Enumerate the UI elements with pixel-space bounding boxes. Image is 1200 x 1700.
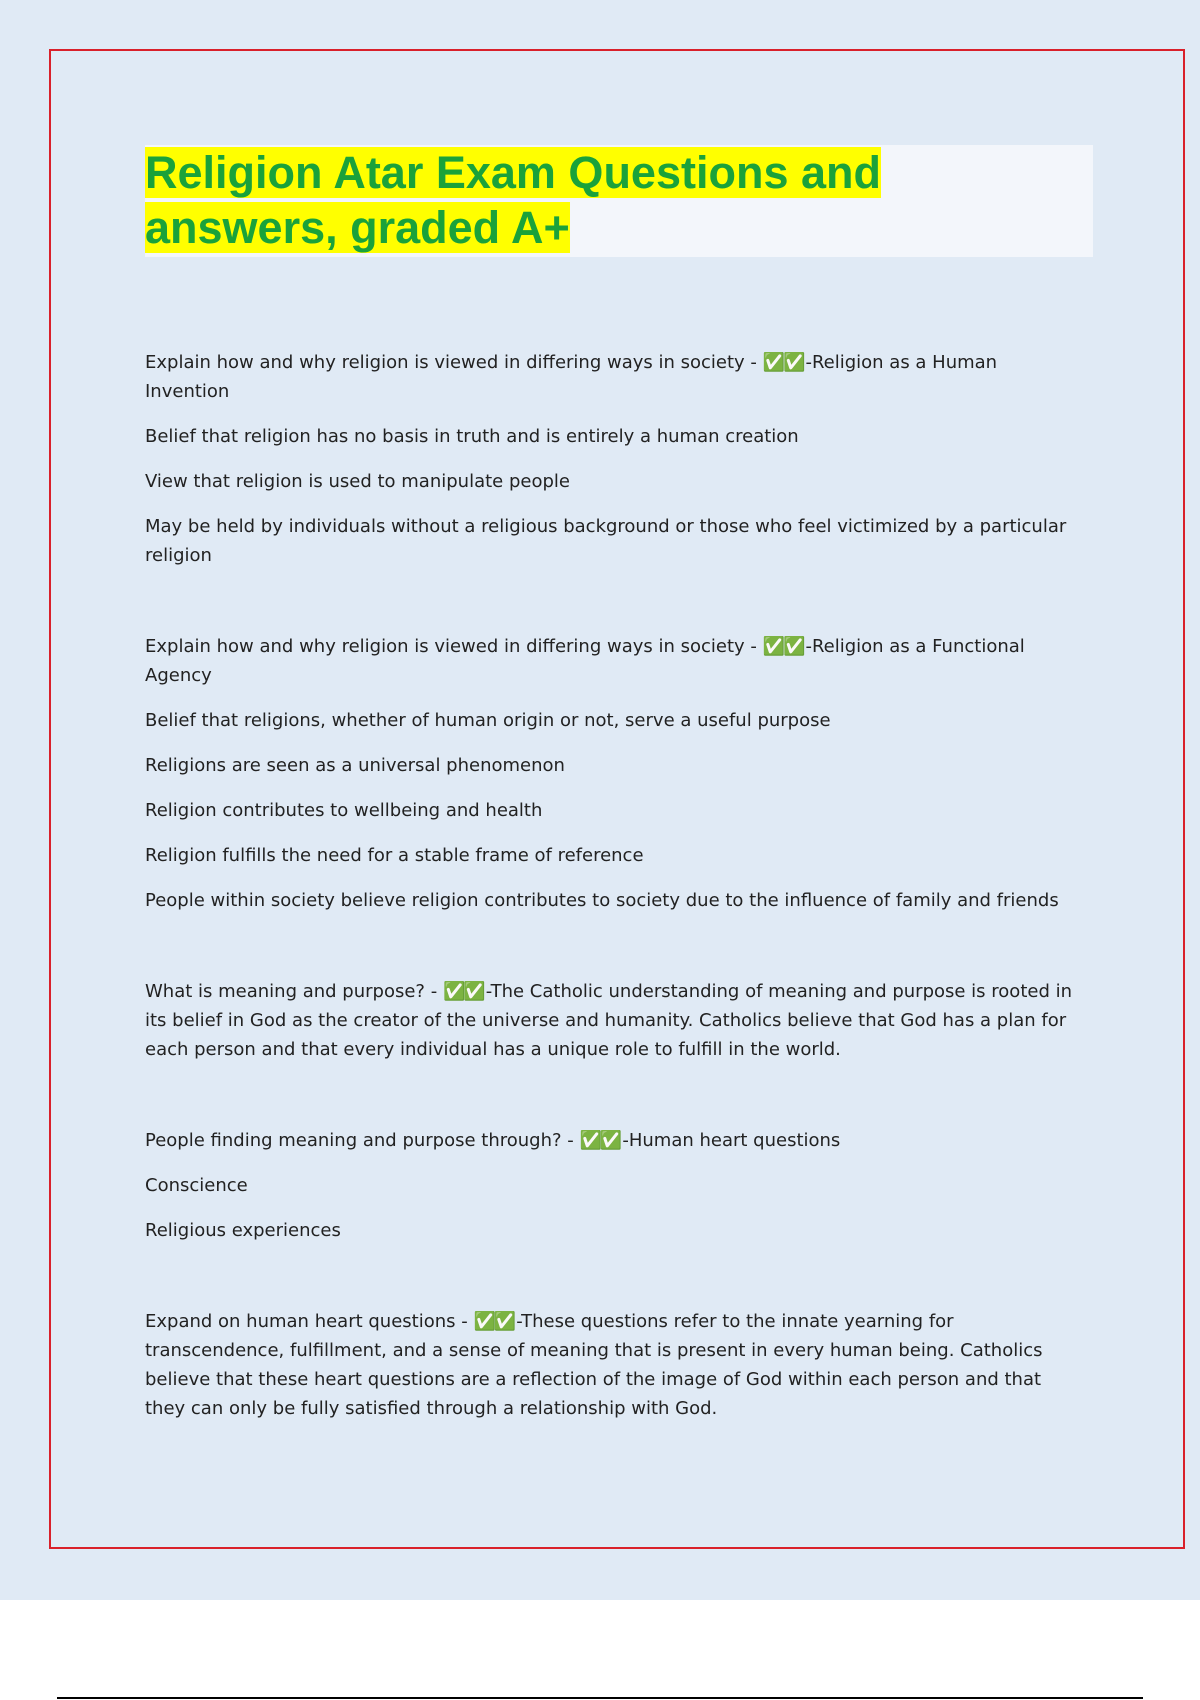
qa-section-3 (145, 977, 1085, 1064)
document-title (145, 145, 1093, 255)
double-check-icon: ✅✅ (762, 636, 804, 657)
qa-section-2 (145, 632, 1085, 915)
double-check-icon: ✅✅ (473, 1311, 515, 1332)
answer-text: -The Catholic understanding of meaning and purpose is rooted in its belief in God as the creator of the universe and humanity. Catholics believe that God has a plan for each person and that every individual has a unique role to fulfill in the world. (145, 981, 1073, 1060)
answer-point: Belief that religion has no basis in truth and is entirely a human creation (145, 426, 799, 447)
question-line (145, 348, 1085, 406)
answer-point: Religious experiences (145, 1220, 341, 1241)
question-line (145, 977, 1085, 1064)
double-check-icon: ✅✅ (442, 981, 484, 1002)
answer-text: -Religion as a Human Invention (145, 352, 998, 402)
qa-section-1 (145, 348, 1085, 570)
answer-point: Religion contributes to wellbeing and health (145, 800, 543, 821)
answer-point: Belief that religions, whether of human origin or not, serve a useful purpose (145, 710, 831, 731)
question-line (145, 632, 1085, 690)
qa-section-5 (145, 1307, 1085, 1423)
answer-point: Religion fulfills the need for a stable frame of reference (145, 845, 644, 866)
question-text: Explain how and why religion is viewed in differing ways in society - (145, 636, 763, 657)
double-check-icon: ✅✅ (762, 352, 804, 373)
double-check-icon: ✅✅ (579, 1130, 621, 1151)
question-text: What is meaning and purpose? - (145, 981, 443, 1002)
answer-text: -Human heart questions (622, 1130, 841, 1151)
question-text: Expand on human heart questions - (145, 1311, 474, 1332)
qa-section-4 (145, 1126, 1085, 1245)
answer-point: View that religion is used to manipulate people (145, 471, 570, 492)
answer-point: People within society believe religion contributes to society due to the influence of family and friends (145, 890, 1059, 911)
question-text: Explain how and why religion is viewed in differing ways in society - (145, 352, 763, 373)
question-line (145, 1126, 1085, 1155)
title-line-2: answers, graded A+ (145, 202, 570, 253)
question-line (145, 1307, 1085, 1423)
footer-rule (57, 1697, 1143, 1699)
qa-content (145, 348, 1085, 1439)
title-line-1: Religion Atar Exam Questions and (145, 147, 881, 198)
answer-text: -These questions refer to the innate yearning for transcendence, fulfillment, and a sense of meaning that is present in every human being. Catholics believe that these heart questions are a reflection of the image of God within each person and that they can only be fully satisfied through a relationship with God. (145, 1311, 1043, 1419)
question-text: People finding meaning and purpose through? - (145, 1130, 580, 1151)
answer-point: May be held by individuals without a religious background or those who feel victimized by a particular religion (145, 516, 1067, 566)
answer-text: -Religion as a Functional Agency (145, 636, 1025, 686)
answer-point: Conscience (145, 1175, 248, 1196)
answer-point: Religions are seen as a universal phenomenon (145, 755, 565, 776)
